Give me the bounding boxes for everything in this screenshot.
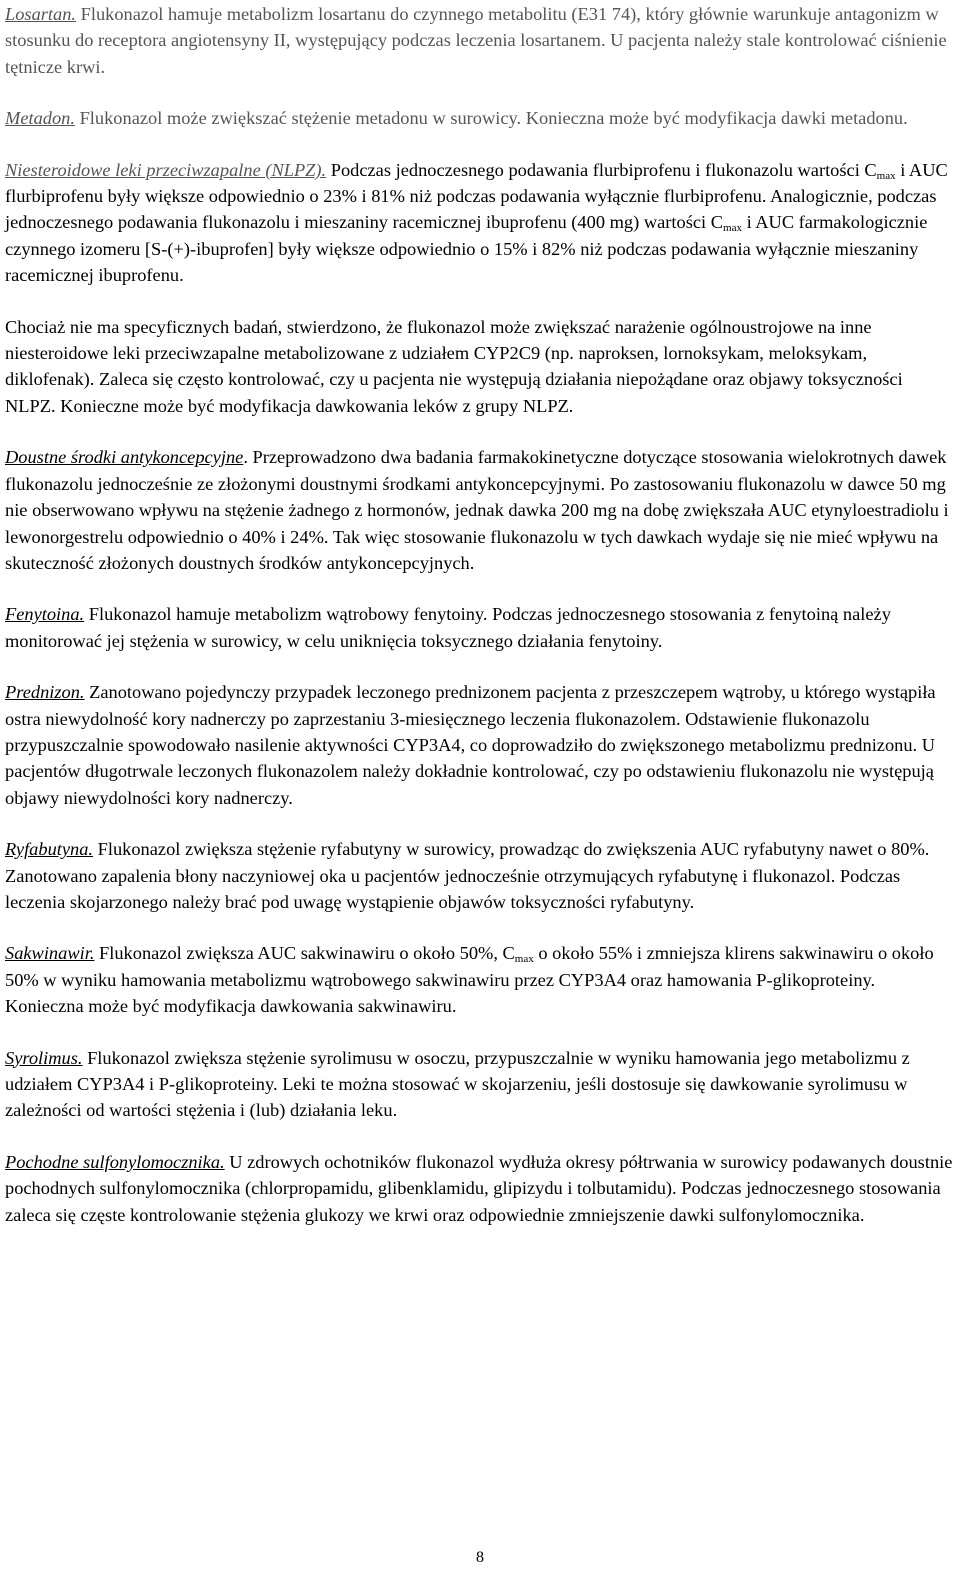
text-sakwinawir-2: o około 55% i zmniejsza klirens sakwinawiru o około 50% w wyniku hamowania metabolizmu wątrobowego sakwinawiru przez CYP3A4 oraz hamowania P-glikoproteiny. Konieczna może być modyfikacja dawkowania sakwinawiru.: [5, 943, 934, 1017]
paragraph-nlpz-continued: [5, 314, 955, 420]
text-nlpz-continued: Chociaż nie ma specyficznych badań, stwierdzono, że flukonazol może zwiększać narażenie ogólnoustrojowe na inne niesteroidowe leki przeciwzapalne metabolizowane z udziałem CYP2C9 (np. naproksen, lornoksykam, meloksykam, diklofenak). Zaleca się często kontrolować, czy u pacjenta nie występują działania niepożądane oraz objawy toksyczności NLPZ. Konieczne może być modyfikacja dawkowania leków z grupy NLPZ.: [5, 316, 903, 416]
paragraph-sulfonylomocznik: [5, 1149, 955, 1228]
text-sakwinawir-1: Flukonazol zwiększa AUC sakwinawiru o około 50%, C: [94, 943, 515, 964]
term-losartan: Losartan.: [5, 4, 77, 24]
term-nlpz: Niesteroidowe leki przeciwzapalne (NLPZ).: [5, 159, 327, 180]
paragraph-metadon: [5, 105, 955, 131]
paragraph-prednizon: [5, 679, 955, 811]
paragraph-nlpz: [5, 157, 955, 289]
subscript-max-2: max: [723, 222, 742, 235]
term-fenytoina: Fenytoina.: [5, 604, 85, 625]
subscript-max-3: max: [514, 953, 534, 966]
term-sulfonylomocznik: Pochodne sulfonylomocznika.: [5, 1151, 225, 1172]
text-nlpz-3: i AUC farmakologicznie czynnego izomeru [S-(+)-ibuprofen] były większe odpowiednio o 15% i 82% niż podczas podawania wyłącznie mieszaniny racemicznej ibuprofenu.: [5, 212, 928, 286]
term-sakwinawir: Sakwinawir.: [5, 943, 95, 964]
paragraph-syrolimus: [5, 1045, 955, 1124]
term-syrolimus: Syrolimus.: [5, 1047, 83, 1068]
paragraph-antykoncepcja: [5, 444, 955, 576]
text-metadon: Flukonazol może zwiększać stężenie metadonu w surowicy. Konieczna może być modyfikacja dawki metadonu.: [74, 108, 908, 129]
text-antykoncepcja: . Przeprowadzono dwa badania farmakokinetyczne dotyczące stosowania wielokrotnych dawek flukonazolu jednocześnie ze złożonymi doustnymi środkami antykoncepcyjnymi. Po zastosowaniu flukonazolu w dawce 50 mg nie obserwowano wpływu na stężenie żadnego z hormonów, jednak dawka 200 mg na dobę zwiększała AUC etynyloestradiolu i lewonorgestrelu odpowiednio o 40% i 24%. Tak więc stosowanie flukonazolu w tych dawkach wydaje się nie mieć wpływu na skuteczność złożonych doustnych środków antykoncepcyjnych.: [5, 447, 949, 573]
text-nlpz-1: Podczas jednoczesnego podawania flurbiprofenu i flukonazolu wartości C: [326, 159, 877, 180]
term-antykoncepcja: Doustne środki antykoncepcyjne: [5, 447, 244, 468]
text-nlpz-2: i AUC flurbiprofenu były większe odpowiednio o 23% i 81% niż podczas podawania wyłącznie flurbiprofenu. Analogicznie, podczas jednoczesnego podawania flukonazolu i mieszaniny racemicznej ibuprofenu (400 mg) wartości C: [5, 159, 948, 233]
text-syrolimus: Flukonazol zwiększa stężenie syrolimusu w osoczu, przypuszczalnie w wyniku hamowania jego metabolizmu z udziałem CYP3A4 i P-glikoproteiny. Leki te można stosować w skojarzeniu, jeśli dostosuje się dawkowanie syrolimusu w zależności od wartości stężenia i (lub) działania leku.: [5, 1047, 910, 1121]
term-metadon: Metadon.: [5, 108, 75, 129]
paragraph-sakwinawir: [5, 940, 955, 1019]
paragraph-ryfabutyna: [5, 836, 955, 915]
text-sulfonylomocznik: U zdrowych ochotników flukonazol wydłuża okresy półtrwania w surowicy podawanych doustnie pochodnych sulfonylomocznika (chlorpropamidu, glibenklamidu, glipizydu i tolbutamidu). Podczas jednoczesnego stosowania zaleca się częste kontrolowanie stężenia glukozy we krwi oraz odpowiednie zmniejszenie dawki sulfonylomocznika.: [5, 1151, 953, 1225]
paragraph-losartan: [5, 1, 955, 80]
paragraph-fenytoina: [5, 601, 955, 654]
text-prednizon: Zanotowano pojedynczy przypadek leczonego prednizonem pacjenta z przeszczepem wątroby, u którego wystąpiła ostra niewydolność kory nadnerczy po zaprzestaniu 3-miesięcznego leczenia flukonazolem. Odstawienie flukonazolu przypuszczalnie spowodowało nasilenie aktywności CYP3A4, co doprowadziło do zwiększonego metabolizmu prednizonu. U pacjentów długotrwale leczonych flukonazolem należy dokładnie kontrolować, czy po odstawieniu flukonazolu nie występują objawy niewydolności kory nadnerczy.: [5, 682, 936, 808]
term-prednizon: Prednizon.: [5, 682, 85, 703]
text-fenytoina: Flukonazol hamuje metabolizm wątrobowy fenytoiny. Podczas jednoczesnego stosowania z fenytoiną należy monitorować jej stężenia w surowicy, w celu uniknięcia toksycznego działania fenytoiny.: [5, 604, 891, 651]
term-ryfabutyna: Ryfabutyna.: [5, 839, 94, 860]
page-number: 8: [476, 1549, 484, 1566]
text-ryfabutyna: Flukonazol zwiększa stężenie ryfabutyny w surowicy, prowadząc do zwiększenia AUC ryfabutyny nawet o 80%. Zanotowano zapalenia błony naczyniowej oka u pacjentów jednocześnie otrzymujących ryfabutynę i flukonazol. Podczas leczenia skojarzonego należy brać pod uwagę wystąpienie objawów toksyczności ryfabutyny.: [5, 839, 930, 912]
document-page: [5, 0, 955, 1253]
text-losartan: Flukonazol hamuje metabolizm losartanu do czynnego metabolitu (E31 74), który głównie warunkuje antagonizm w stosunku do receptora angiotensyny II, występujący podczas leczenia losartanem. U pacjenta należy stale kontrolować ciśnienie tętnicze krwi.: [5, 4, 947, 77]
subscript-max-1: max: [876, 169, 896, 182]
